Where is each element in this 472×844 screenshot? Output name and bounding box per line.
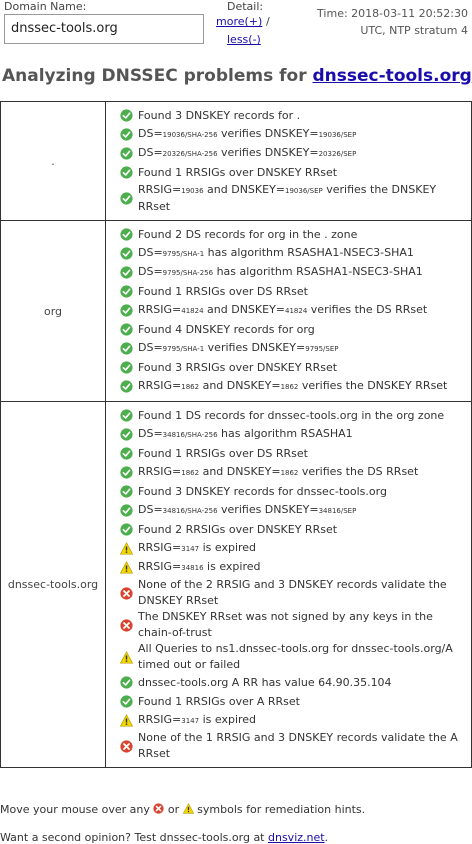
- result-item: [120, 558, 467, 577]
- result-text: RRSIG=34816 is expired: [138, 560, 261, 573]
- dnsviz-link[interactable]: dnsviz.net: [268, 831, 325, 844]
- error-icon: [153, 803, 164, 814]
- check-icon: [120, 166, 133, 179]
- result-item: [120, 539, 467, 558]
- result-text: Found 2 DS records for org in the . zone: [138, 227, 358, 241]
- result-item: [120, 225, 467, 244]
- zone-row: [1, 102, 472, 221]
- zone-name: dnssec-tools.org: [1, 402, 106, 768]
- check-icon: [120, 128, 133, 141]
- result-text: None of the 2 RRSIG and 3 DNSKEY records validate the DNSKEY RRset: [138, 578, 447, 607]
- check-icon: [120, 285, 133, 298]
- result-item: [120, 673, 467, 692]
- check-icon: [120, 247, 133, 260]
- check-icon: [120, 323, 133, 336]
- zone-messages: [106, 221, 472, 402]
- domain-link[interactable]: dnssec-tools.org: [312, 66, 472, 86]
- result-text: Found 3 DNSKEY records for dnssec-tools.org: [138, 484, 387, 498]
- result-item: [120, 444, 467, 463]
- check-icon: [120, 485, 133, 498]
- second-opinion-period: .: [324, 831, 329, 844]
- check-icon: [120, 676, 133, 689]
- result-item: [120, 577, 467, 609]
- zone-row: [1, 221, 472, 402]
- result-item: [120, 609, 467, 641]
- less-detail-link[interactable]: less(-): [227, 33, 261, 46]
- result-text: RRSIG=41824 and DNSKEY=41824 verifies the DS RRset: [138, 303, 428, 316]
- warning-icon[interactable]: [120, 561, 133, 574]
- result-item: [120, 144, 467, 163]
- more-detail-link[interactable]: more(+): [216, 15, 263, 28]
- result-item: [120, 182, 467, 215]
- result-text: Found 1 RRSIGs over A RRset: [138, 694, 300, 708]
- result-text: DS=9795/SHA-1 has algorithm RSASHA1-NSEC3-SHA1: [138, 246, 414, 259]
- time-source: UTC, NTP stratum 4: [360, 24, 468, 37]
- result-item: [120, 320, 467, 339]
- result-item: [120, 641, 467, 673]
- result-item: [120, 263, 467, 282]
- result-item: [120, 463, 467, 482]
- second-opinion-text: Want a second opinion? Test dnssec-tools.org at: [0, 831, 265, 844]
- zone-name: org: [1, 221, 106, 402]
- result-item: [120, 377, 467, 396]
- result-item: [120, 163, 467, 182]
- page-title-text: Analyzing DNSSEC problems for: [2, 66, 313, 86]
- check-icon: [120, 304, 133, 317]
- check-icon: [120, 109, 133, 122]
- result-text: RRSIG=19036 and DNSKEY=19036/SEP verifies the DNSKEY RRset: [138, 183, 437, 213]
- second-opinion: [0, 831, 328, 844]
- result-text: The DNSKEY RRset was not signed by any keys in the chain-of-trust: [138, 610, 433, 639]
- result-item: [120, 501, 467, 520]
- result-text: DS=9795/SHA-256 has algorithm RSASHA1-NSEC3-SHA1: [138, 265, 423, 278]
- check-icon: [120, 409, 133, 422]
- result-item: [120, 692, 467, 711]
- remediation-hint: [0, 803, 365, 816]
- hint-or: or: [167, 803, 180, 816]
- result-text: RRSIG=1862 and DNSKEY=1862 verifies the DNSKEY RRset: [138, 379, 448, 392]
- result-text: RRSIG=1862 and DNSKEY=1862 verifies the DS RRset: [138, 465, 419, 478]
- check-icon: [120, 523, 133, 536]
- domain-name-label: Domain Name:: [4, 0, 87, 13]
- result-text: All Queries to ns1.dnssec-tools.org for dnssec-tools.org/A timed out or failed: [138, 642, 453, 671]
- domain-name-input[interactable]: dnssec-tools.org: [4, 14, 204, 44]
- warning-icon[interactable]: [120, 714, 133, 727]
- timestamp: Time: 2018-03-11 20:52:30: [317, 7, 468, 20]
- check-icon: [120, 228, 133, 241]
- result-item: [120, 282, 467, 301]
- error-icon[interactable]: [120, 587, 133, 600]
- result-item: [120, 482, 467, 501]
- check-icon: [120, 466, 133, 479]
- result-item: [120, 406, 467, 425]
- check-icon: [120, 147, 133, 160]
- zone-messages: [106, 402, 472, 768]
- result-text: Found 1 RRSIGs over DNSKEY RRset: [138, 165, 338, 179]
- result-item: [120, 358, 467, 377]
- result-text: DS=34816/SHA-256 verifies DNSKEY=34816/SEP: [138, 503, 357, 516]
- result-text: Found 3 DNSKEY records for .: [138, 108, 301, 122]
- result-item: [120, 301, 467, 320]
- check-icon: [120, 361, 133, 374]
- result-item: [120, 520, 467, 539]
- hint-suffix: symbols for remediation hints.: [197, 803, 366, 816]
- zone-name: .: [1, 102, 106, 221]
- query-form: [0, 0, 472, 52]
- result-text: Found 1 RRSIGs over DS RRset: [138, 284, 308, 298]
- check-icon: [120, 342, 133, 355]
- warning-icon[interactable]: [120, 542, 133, 555]
- page-title: [2, 66, 472, 86]
- check-icon: [120, 192, 133, 205]
- zone-row: [1, 402, 472, 768]
- zone-messages: [106, 102, 472, 221]
- check-icon: [120, 447, 133, 460]
- result-item: [120, 425, 467, 444]
- result-item: [120, 106, 467, 125]
- result-item: [120, 125, 467, 144]
- result-text: Found 4 DNSKEY records for org: [138, 322, 315, 336]
- error-icon[interactable]: [120, 619, 133, 632]
- detail-separator: /: [266, 15, 270, 28]
- result-item: [120, 711, 467, 730]
- results-table: [0, 101, 472, 768]
- result-text: Found 1 RRSIGs over DS RRset: [138, 446, 308, 460]
- check-icon: [120, 428, 133, 441]
- result-text: RRSIG=3147 is expired: [138, 541, 257, 554]
- error-icon[interactable]: [120, 740, 133, 753]
- check-icon: [120, 380, 133, 393]
- result-text: DS=19036/SHA-256 verifies DNSKEY=19036/SEP: [138, 127, 357, 140]
- result-text: dnssec-tools.org A RR has value 64.90.35.104: [138, 675, 392, 689]
- result-text: Found 2 RRSIGs over DNSKEY RRset: [138, 522, 338, 536]
- result-text: Found 1 DS records for dnssec-tools.org in the org zone: [138, 408, 445, 422]
- check-icon: [120, 504, 133, 517]
- warning-icon: [183, 803, 194, 814]
- detail-label: Detail:: [227, 0, 264, 13]
- result-item: [120, 244, 467, 263]
- result-item: [120, 339, 467, 358]
- result-text: DS=34816/SHA-256 has algorithm RSASHA1: [138, 427, 353, 440]
- result-text: Found 3 RRSIGs over DNSKEY RRset: [138, 360, 338, 374]
- result-item: [120, 730, 467, 762]
- result-text: DS=20326/SHA-256 verifies DNSKEY=20326/SEP: [138, 146, 357, 159]
- hint-prefix: Move your mouse over any: [0, 803, 150, 816]
- result-text: None of the 1 RRSIG and 3 DNSKEY records validate the A RRset: [138, 731, 458, 760]
- warning-icon[interactable]: [120, 651, 133, 664]
- result-text: DS=9795/SHA-1 verifies DNSKEY=9795/SEP: [138, 341, 339, 354]
- check-icon: [120, 266, 133, 279]
- check-icon: [120, 695, 133, 708]
- result-text: RRSIG=3147 is expired: [138, 713, 257, 726]
